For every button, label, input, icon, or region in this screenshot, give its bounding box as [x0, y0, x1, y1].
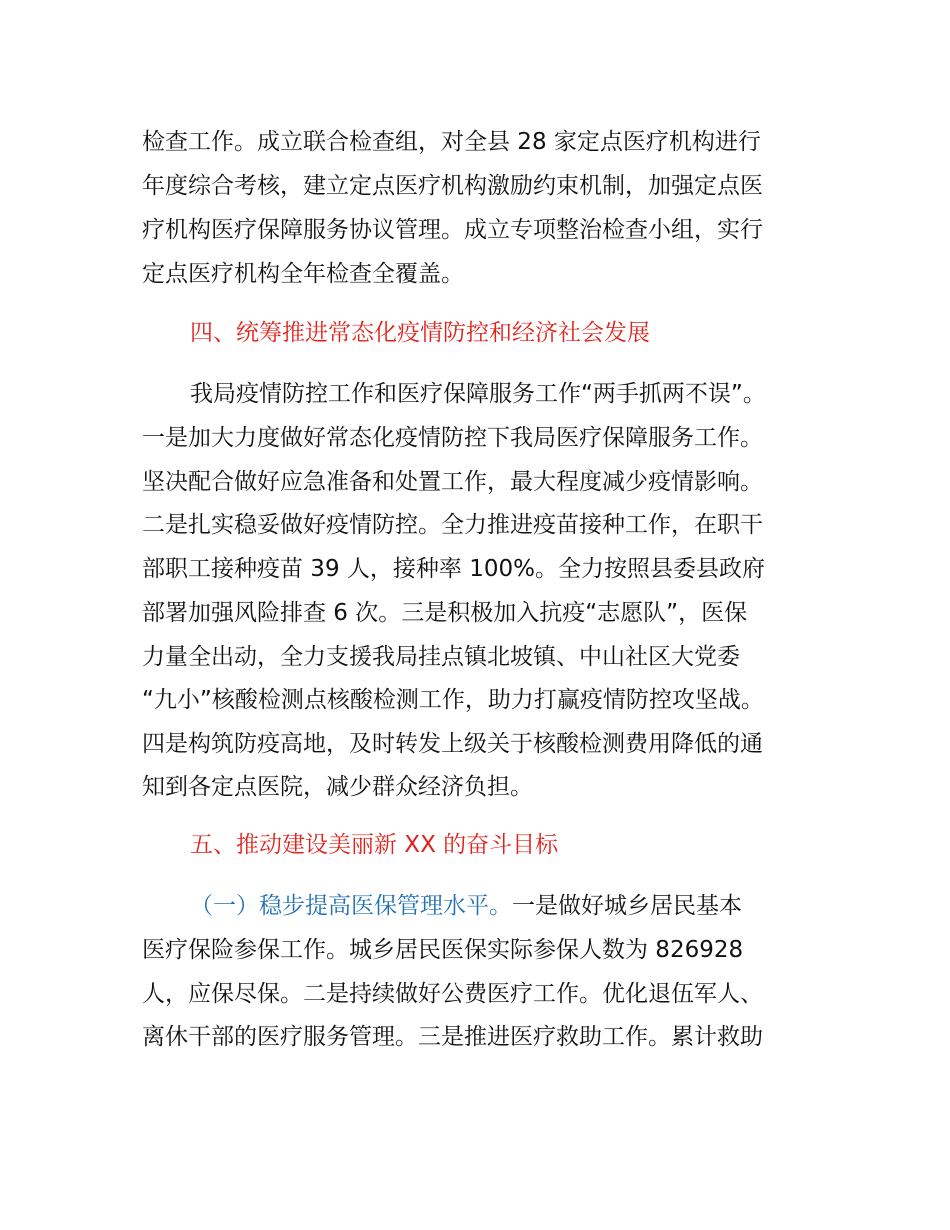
section-heading-5: 五、推动建设美丽新 XX 的奋斗目标: [190, 832, 559, 858]
body-line: 部职工接种疫苗 39 人，接种率 100%。全力按照县委县政府: [142, 556, 765, 582]
body-line: 二是扎实稳妥做好疫情防控。全力推进疫苗接种工作，在职干: [142, 512, 763, 538]
body-line-with-subheading: [190, 891, 870, 921]
body-line: 一是加大力度做好常态化疫情防控下我局医疗保障服务工作。: [142, 425, 763, 451]
body-line: 医疗保险参保工作。城乡居民医保实际参保人数为 826928: [142, 937, 744, 963]
body-line: 坚决配合做好应急准备和处置工作，最大程度减少疫情影响。: [142, 469, 763, 495]
body-text: 一是做好城乡居民基本: [512, 893, 742, 919]
body-line: 年度综合考核，建立定点医疗机构激励约束机制，加强定点医: [142, 173, 763, 199]
subheading: （一）稳步提高医保管理水平。: [190, 893, 512, 919]
body-line: 知到各定点医院，减少群众经济负担。: [142, 774, 533, 800]
body-line: 人，应保尽保。二是持续做好公费医疗工作。优化退伍军人、: [142, 981, 763, 1007]
body-line: 离休干部的医疗服务管理。三是推进医疗救助工作。累计救助: [142, 1024, 763, 1050]
body-line: 我局疫情防控工作和医疗保障服务工作“两手抓两不误”。: [190, 381, 766, 407]
body-line: 部署加强风险排查 6 次。三是积极加入抗疫“志愿队”，医保: [142, 600, 748, 626]
body-line: “九小”核酸检测点核酸检测工作，助力打赢疫情防控攻坚战。: [142, 687, 764, 713]
section-heading-4: 四、统筹推进常态化疫情防控和经济社会发展: [190, 320, 650, 346]
body-line: 检查工作。成立联合检查组，对全县 28 家定点医疗机构进行: [142, 129, 761, 155]
body-line: 力量全出动，全力支援我局挂点镇北坡镇、中山社区大党委: [142, 644, 740, 670]
body-line: 疗机构医疗保障服务协议管理。成立专项整治检查小组，实行: [142, 217, 763, 243]
body-line: 定点医疗机构全年检查全覆盖。: [142, 261, 464, 287]
body-line: 四是构筑防疫高地，及时转发上级关于核酸检测费用降低的通: [142, 731, 763, 757]
